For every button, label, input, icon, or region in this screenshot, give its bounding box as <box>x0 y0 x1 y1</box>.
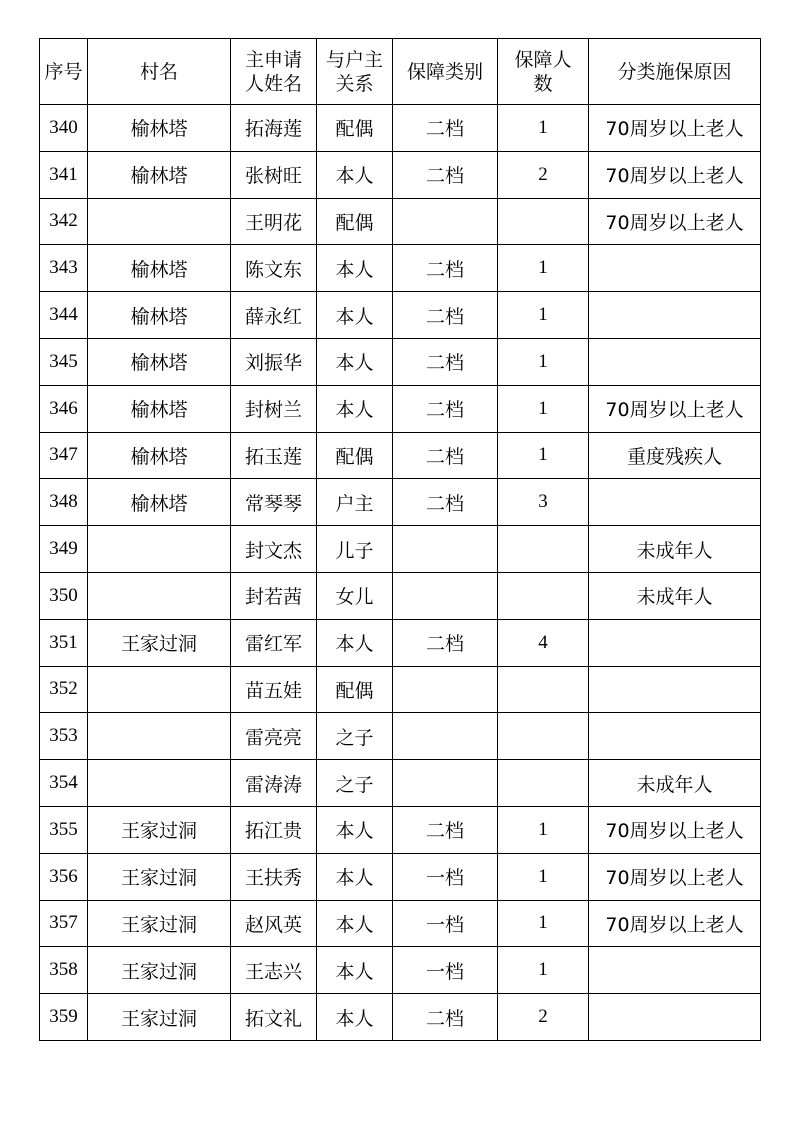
cell-reason: 70周岁以上老人 <box>589 105 761 152</box>
cell-seq: 349 <box>40 526 88 573</box>
cell-village: 榆林塔 <box>88 245 231 292</box>
table-row <box>40 853 761 900</box>
cell-applicant: 雷红军 <box>231 619 317 666</box>
cell-applicant: 封若茜 <box>231 572 317 619</box>
cell-relation: 本人 <box>317 245 393 292</box>
cell-seq: 350 <box>40 572 88 619</box>
cell-seq: 347 <box>40 432 88 479</box>
table-row <box>40 292 761 339</box>
header-tier: 保障类别 <box>393 39 498 105</box>
cell-reason <box>589 713 761 760</box>
cell-reason: 70周岁以上老人 <box>589 198 761 245</box>
cell-relation: 本人 <box>317 806 393 853</box>
table-row <box>40 105 761 152</box>
cell-applicant: 拓海莲 <box>231 105 317 152</box>
cell-relation: 女儿 <box>317 572 393 619</box>
cell-reason <box>589 994 761 1041</box>
cell-relation: 本人 <box>317 338 393 385</box>
assistance-roster-table <box>39 38 761 1041</box>
cell-applicant: 王志兴 <box>231 947 317 994</box>
table-row <box>40 806 761 853</box>
cell-count <box>498 198 589 245</box>
cell-count: 1 <box>498 806 589 853</box>
cell-seq: 342 <box>40 198 88 245</box>
cell-relation: 本人 <box>317 385 393 432</box>
cell-count: 2 <box>498 151 589 198</box>
cell-reason: 未成年人 <box>589 572 761 619</box>
header-relation: 与户主关系 <box>317 39 393 105</box>
cell-seq: 358 <box>40 947 88 994</box>
cell-relation: 本人 <box>317 292 393 339</box>
cell-reason <box>589 619 761 666</box>
cell-village: 榆林塔 <box>88 385 231 432</box>
cell-reason: 70周岁以上老人 <box>589 900 761 947</box>
cell-tier: 二档 <box>393 806 498 853</box>
cell-count: 4 <box>498 619 589 666</box>
cell-applicant: 封树兰 <box>231 385 317 432</box>
table-row <box>40 245 761 292</box>
cell-tier: 二档 <box>393 479 498 526</box>
table-header <box>40 39 761 105</box>
cell-village <box>88 666 231 713</box>
cell-applicant: 拓玉莲 <box>231 432 317 479</box>
cell-reason: 重度残疾人 <box>589 432 761 479</box>
cell-count: 1 <box>498 900 589 947</box>
cell-applicant: 雷涛涛 <box>231 760 317 807</box>
cell-village: 榆林塔 <box>88 432 231 479</box>
cell-village <box>88 572 231 619</box>
cell-relation: 户主 <box>317 479 393 526</box>
cell-relation: 之子 <box>317 713 393 760</box>
cell-tier <box>393 572 498 619</box>
cell-applicant: 封文杰 <box>231 526 317 573</box>
table-row <box>40 432 761 479</box>
cell-village: 王家过洞 <box>88 994 231 1041</box>
table-row <box>40 572 761 619</box>
cell-village: 榆林塔 <box>88 479 231 526</box>
cell-seq: 346 <box>40 385 88 432</box>
cell-seq: 357 <box>40 900 88 947</box>
cell-applicant: 王明花 <box>231 198 317 245</box>
cell-relation: 配偶 <box>317 666 393 713</box>
cell-applicant: 薛永红 <box>231 292 317 339</box>
cell-relation: 配偶 <box>317 432 393 479</box>
table-row <box>40 338 761 385</box>
header-applicant: 主申请人姓名 <box>231 39 317 105</box>
cell-tier <box>393 526 498 573</box>
header-reason: 分类施保原因 <box>589 39 761 105</box>
table-row <box>40 760 761 807</box>
cell-seq: 359 <box>40 994 88 1041</box>
cell-relation: 本人 <box>317 853 393 900</box>
cell-applicant: 张树旺 <box>231 151 317 198</box>
cell-village <box>88 198 231 245</box>
cell-village <box>88 713 231 760</box>
cell-reason <box>589 245 761 292</box>
cell-applicant: 拓文礼 <box>231 994 317 1041</box>
cell-count <box>498 666 589 713</box>
cell-tier: 一档 <box>393 900 498 947</box>
cell-tier: 一档 <box>393 947 498 994</box>
cell-seq: 356 <box>40 853 88 900</box>
cell-tier <box>393 713 498 760</box>
cell-reason <box>589 292 761 339</box>
cell-relation: 之子 <box>317 760 393 807</box>
cell-reason <box>589 666 761 713</box>
cell-reason <box>589 338 761 385</box>
cell-reason: 70周岁以上老人 <box>589 151 761 198</box>
cell-count: 1 <box>498 105 589 152</box>
table-row <box>40 666 761 713</box>
cell-reason: 未成年人 <box>589 760 761 807</box>
cell-count: 3 <box>498 479 589 526</box>
cell-tier: 二档 <box>393 385 498 432</box>
cell-village: 榆林塔 <box>88 292 231 339</box>
cell-reason: 70周岁以上老人 <box>589 385 761 432</box>
cell-applicant: 常琴琴 <box>231 479 317 526</box>
cell-village: 王家过洞 <box>88 619 231 666</box>
cell-tier <box>393 198 498 245</box>
cell-relation: 本人 <box>317 947 393 994</box>
cell-village: 王家过洞 <box>88 947 231 994</box>
cell-count <box>498 760 589 807</box>
cell-relation: 本人 <box>317 994 393 1041</box>
cell-tier: 二档 <box>393 994 498 1041</box>
cell-count: 1 <box>498 853 589 900</box>
cell-tier: 二档 <box>393 245 498 292</box>
cell-count: 2 <box>498 994 589 1041</box>
header-count: 保障人数 <box>498 39 589 105</box>
cell-reason: 70周岁以上老人 <box>589 806 761 853</box>
table-row <box>40 385 761 432</box>
table-row <box>40 619 761 666</box>
cell-tier <box>393 666 498 713</box>
table-row <box>40 198 761 245</box>
table-row <box>40 713 761 760</box>
cell-relation: 配偶 <box>317 105 393 152</box>
cell-count: 1 <box>498 245 589 292</box>
cell-seq: 345 <box>40 338 88 385</box>
cell-reason <box>589 479 761 526</box>
cell-seq: 355 <box>40 806 88 853</box>
cell-count: 1 <box>498 385 589 432</box>
cell-reason: 70周岁以上老人 <box>589 853 761 900</box>
cell-tier: 二档 <box>393 338 498 385</box>
cell-applicant: 赵风英 <box>231 900 317 947</box>
table-row <box>40 947 761 994</box>
cell-reason: 未成年人 <box>589 526 761 573</box>
cell-count: 1 <box>498 338 589 385</box>
cell-tier: 二档 <box>393 292 498 339</box>
cell-relation: 配偶 <box>317 198 393 245</box>
cell-tier: 二档 <box>393 432 498 479</box>
cell-seq: 354 <box>40 760 88 807</box>
cell-village <box>88 526 231 573</box>
cell-village: 王家过洞 <box>88 853 231 900</box>
cell-count: 1 <box>498 292 589 339</box>
cell-applicant: 雷亮亮 <box>231 713 317 760</box>
cell-seq: 340 <box>40 105 88 152</box>
cell-relation: 儿子 <box>317 526 393 573</box>
cell-village: 王家过洞 <box>88 806 231 853</box>
cell-village: 榆林塔 <box>88 338 231 385</box>
cell-tier: 二档 <box>393 619 498 666</box>
cell-village <box>88 760 231 807</box>
cell-count: 1 <box>498 432 589 479</box>
cell-reason <box>589 947 761 994</box>
cell-tier: 二档 <box>393 105 498 152</box>
table-body <box>40 105 761 1041</box>
cell-seq: 343 <box>40 245 88 292</box>
cell-tier: 一档 <box>393 853 498 900</box>
cell-applicant: 王扶秀 <box>231 853 317 900</box>
cell-count: 1 <box>498 947 589 994</box>
cell-relation: 本人 <box>317 900 393 947</box>
table-row <box>40 900 761 947</box>
table-row <box>40 994 761 1041</box>
header-village: 村名 <box>88 39 231 105</box>
cell-tier <box>393 760 498 807</box>
cell-applicant: 拓江贵 <box>231 806 317 853</box>
cell-seq: 348 <box>40 479 88 526</box>
cell-relation: 本人 <box>317 619 393 666</box>
cell-count <box>498 572 589 619</box>
table-row <box>40 526 761 573</box>
cell-applicant: 陈文东 <box>231 245 317 292</box>
cell-village: 王家过洞 <box>88 900 231 947</box>
cell-count <box>498 713 589 760</box>
cell-relation: 本人 <box>317 151 393 198</box>
cell-village: 榆林塔 <box>88 151 231 198</box>
cell-seq: 351 <box>40 619 88 666</box>
cell-seq: 344 <box>40 292 88 339</box>
cell-count <box>498 526 589 573</box>
cell-applicant: 苗五娃 <box>231 666 317 713</box>
cell-seq: 352 <box>40 666 88 713</box>
table-row <box>40 151 761 198</box>
header-seq: 序号 <box>40 39 88 105</box>
table-row <box>40 479 761 526</box>
cell-village: 榆林塔 <box>88 105 231 152</box>
header-row <box>40 39 761 105</box>
cell-applicant: 刘振华 <box>231 338 317 385</box>
cell-tier: 二档 <box>393 151 498 198</box>
cell-seq: 341 <box>40 151 88 198</box>
cell-seq: 353 <box>40 713 88 760</box>
